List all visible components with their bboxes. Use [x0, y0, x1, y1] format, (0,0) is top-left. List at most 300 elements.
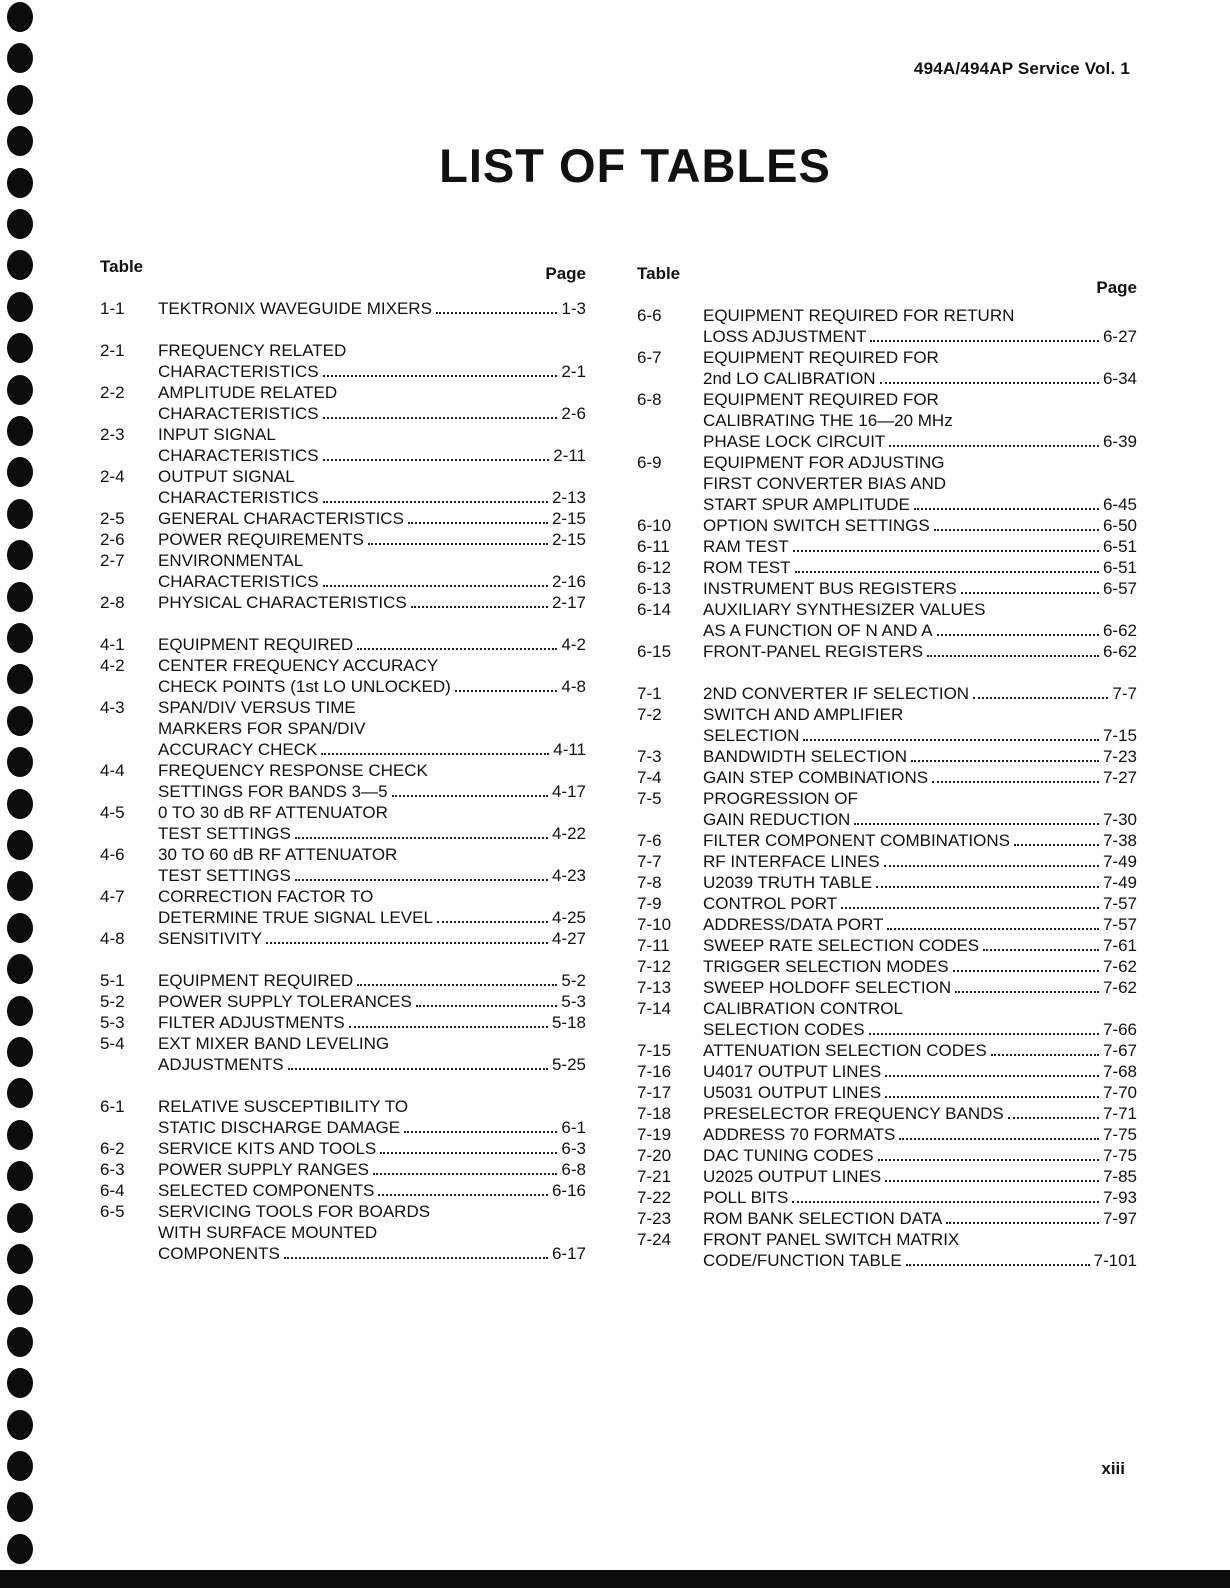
leader-row — [703, 641, 1137, 662]
table-title-line: PHYSICAL CHARACTERISTICS — [158, 593, 407, 612]
table-number: 7-2 — [637, 705, 662, 724]
dot-leader — [934, 517, 1099, 531]
leader-row — [703, 1250, 1137, 1271]
page-column-label: Page — [545, 264, 586, 283]
table-title-line: SELECTION — [703, 726, 800, 745]
binding-hole — [7, 2, 33, 32]
page-reference: 6-57 — [1102, 579, 1137, 598]
binding-hole — [7, 1285, 33, 1315]
dot-leader — [404, 1119, 557, 1133]
dot-leader — [1014, 832, 1099, 846]
toc-entry — [100, 550, 586, 592]
toc-entry — [637, 872, 1137, 893]
toc-entry — [100, 655, 586, 697]
binding-hole — [7, 582, 33, 612]
toc-column-left — [100, 256, 586, 1264]
toc-entry — [100, 991, 586, 1012]
page-reference: 6-39 — [1102, 432, 1137, 451]
toc-entry — [637, 683, 1137, 704]
table-number: 2-1 — [100, 341, 125, 360]
leader-row — [703, 620, 1137, 641]
table-title-line: CHARACTERISTICS — [158, 488, 319, 507]
page-reference: 7-57 — [1102, 915, 1137, 934]
page-reference: 7-66 — [1102, 1020, 1137, 1039]
table-number: 2-4 — [100, 467, 125, 486]
table-column-label: Table — [100, 257, 144, 276]
binding-hole — [7, 623, 33, 653]
toc-entry — [100, 340, 586, 382]
leader-row — [703, 578, 1137, 599]
table-title-line: SPAN/DIV VERSUS TIME — [158, 698, 356, 717]
leader-row — [703, 809, 1137, 830]
leader-row — [158, 907, 586, 928]
table-title-line: AS A FUNCTION OF N AND A — [703, 621, 933, 640]
binding-hole — [7, 499, 33, 529]
table-title-line: SWEEP HOLDOFF SELECTION — [703, 978, 952, 997]
page-reference: 7-75 — [1102, 1125, 1137, 1144]
page-reference: 7-23 — [1102, 747, 1137, 766]
table-column-label: Table — [637, 264, 681, 283]
dot-leader — [885, 1084, 1099, 1098]
table-title-line: ROM BANK SELECTION DATA — [703, 1209, 943, 1228]
leader-row — [703, 851, 1137, 872]
leader-row — [703, 1019, 1137, 1040]
dot-leader — [803, 727, 1099, 741]
table-number: 2-5 — [100, 509, 125, 528]
dot-leader — [357, 972, 557, 986]
page-reference: 6-27 — [1102, 327, 1137, 346]
page-reference: 6-16 — [551, 1181, 586, 1200]
dot-leader — [436, 300, 558, 314]
toc-entry — [100, 802, 586, 844]
page-reference: 4-27 — [551, 929, 586, 948]
table-title-line: U5031 OUTPUT LINES — [703, 1083, 882, 1102]
toc-entry — [637, 641, 1137, 662]
binding-hole — [7, 996, 33, 1026]
leader-row — [158, 865, 586, 886]
binding-hole — [7, 85, 33, 115]
leader-row — [158, 634, 586, 655]
dot-leader — [392, 783, 548, 797]
table-number: 7-21 — [637, 1167, 672, 1186]
table-title-line: SELECTION CODES — [703, 1020, 865, 1039]
table-title-line: 30 TO 60 dB RF ATTENUATOR — [158, 845, 398, 864]
binding-hole — [7, 1161, 33, 1191]
table-title-line: 0 TO 30 dB RF ATTENUATOR — [158, 803, 388, 822]
toc-entry — [637, 914, 1137, 935]
dot-leader — [455, 678, 558, 692]
page-reference: 6-62 — [1102, 642, 1137, 661]
toc-entry — [637, 1145, 1137, 1166]
toc-entry — [637, 788, 1137, 830]
dot-leader — [321, 741, 549, 755]
page-reference: 7-93 — [1102, 1188, 1137, 1207]
toc-entry — [637, 1040, 1137, 1061]
table-number: 6-13 — [637, 579, 672, 598]
table-number: 7-23 — [637, 1209, 672, 1228]
table-title-line: GAIN REDUCTION — [703, 810, 851, 829]
table-title-line: U4017 OUTPUT LINES — [703, 1062, 882, 1081]
dot-leader — [795, 559, 1099, 573]
dot-leader — [1008, 1105, 1099, 1119]
dot-leader — [927, 643, 1099, 657]
toc-entry — [100, 970, 586, 991]
toc-entry — [100, 1159, 586, 1180]
table-title-line: COMPONENTS — [158, 1244, 280, 1263]
table-title-line: POWER REQUIREMENTS — [158, 530, 364, 549]
page-reference: 6-17 — [551, 1244, 586, 1263]
binding-hole — [7, 1327, 33, 1357]
table-title-line: TEST SETTINGS — [158, 824, 291, 843]
dot-leader — [953, 958, 1099, 972]
binding-hole — [7, 1078, 33, 1108]
dot-leader — [991, 1042, 1099, 1056]
page-reference: 4-25 — [551, 908, 586, 927]
binding-hole — [7, 209, 33, 239]
binding-hole — [7, 1492, 33, 1522]
page-reference: 7-68 — [1102, 1062, 1137, 1081]
leader-row — [703, 830, 1137, 851]
table-number: 6-6 — [637, 306, 662, 325]
table-number: 4-6 — [100, 845, 125, 864]
table-title-line: AMPLITUDE RELATED — [158, 383, 338, 402]
leader-row — [703, 746, 1137, 767]
table-title-line: SETTINGS FOR BANDS 3—5 — [158, 782, 388, 801]
table-title-line: EXT MIXER BAND LEVELING — [158, 1034, 390, 1053]
table-title-line: CHARACTERISTICS — [158, 404, 319, 423]
table-number: 7-24 — [637, 1230, 672, 1249]
dot-leader — [841, 895, 1099, 909]
leader-row — [158, 676, 586, 697]
leader-row — [158, 1243, 586, 1264]
running-head: 494A/494AP Service Vol. 1 — [913, 59, 1130, 78]
toc-entry — [637, 998, 1137, 1040]
table-number: 7-11 — [637, 936, 670, 955]
dot-leader — [899, 1126, 1099, 1140]
table-number: 4-4 — [100, 761, 125, 780]
leader-row — [703, 326, 1137, 347]
binding-hole — [7, 830, 33, 860]
toc-entry — [637, 1208, 1137, 1229]
page-reference: 1-3 — [561, 299, 586, 318]
dot-leader — [885, 1168, 1099, 1182]
table-number: 6-12 — [637, 558, 672, 577]
dot-leader — [906, 1252, 1090, 1266]
page-reference: 6-8 — [561, 1160, 586, 1179]
toc-entry — [100, 1096, 586, 1138]
dot-leader — [288, 1056, 548, 1070]
table-title-line: OPTION SWITCH SETTINGS — [703, 516, 930, 535]
toc-entry — [100, 424, 586, 466]
table-title-line: PRESELECTOR FREQUENCY BANDS — [703, 1104, 1004, 1123]
dot-leader — [932, 769, 1099, 783]
page-title: LIST OF TABLES — [439, 139, 831, 192]
table-title-line: INSTRUMENT BUS REGISTERS — [703, 579, 957, 598]
table-title-line: ADJUSTMENTS — [158, 1055, 284, 1074]
table-title-line: EQUIPMENT REQUIRED FOR — [703, 390, 939, 409]
table-title-line: EQUIPMENT REQUIRED FOR RETURN — [703, 306, 1015, 325]
page-reference: 7-61 — [1102, 936, 1137, 955]
table-title-line: DETERMINE TRUE SIGNAL LEVEL — [158, 908, 433, 927]
toc-entry — [100, 1180, 586, 1201]
binding-hole — [7, 540, 33, 570]
dot-leader — [889, 433, 1099, 447]
binding-hole — [7, 292, 33, 322]
toc-entry — [637, 767, 1137, 788]
table-number: 7-22 — [637, 1188, 672, 1207]
table-number: 5-2 — [100, 992, 125, 1011]
leader-row — [158, 592, 586, 613]
dot-leader — [911, 748, 1099, 762]
dot-leader — [380, 1140, 557, 1154]
page-reference: 5-2 — [561, 971, 586, 990]
leader-row — [703, 1187, 1137, 1208]
leader-row — [158, 403, 586, 424]
table-number: 6-4 — [100, 1181, 125, 1200]
table-number: 7-1 — [637, 684, 662, 703]
toc-entry — [637, 1229, 1137, 1271]
leader-row — [703, 893, 1137, 914]
table-title-line: GAIN STEP COMBINATIONS — [703, 768, 929, 787]
table-number: 6-10 — [637, 516, 672, 535]
table-number: 7-19 — [637, 1125, 672, 1144]
table-title-line: PHASE LOCK CIRCUIT — [703, 432, 886, 451]
leader-row — [158, 1054, 586, 1075]
table-number: 7-16 — [637, 1062, 672, 1081]
table-title-line: 2nd LO CALIBRATION — [703, 369, 876, 388]
table-title-line: INPUT SIGNAL — [158, 425, 276, 444]
table-number: 6-3 — [100, 1160, 125, 1179]
binding-hole — [7, 250, 33, 280]
binding-hole — [7, 871, 33, 901]
dot-leader — [983, 937, 1099, 951]
binding-hole — [7, 747, 33, 777]
binding-hole — [7, 375, 33, 405]
leader-row — [703, 725, 1137, 746]
page-reference: 2-15 — [551, 530, 586, 549]
page-reference: 7-62 — [1102, 957, 1137, 976]
dot-leader — [961, 580, 1099, 594]
table-title-line: RAM TEST — [703, 537, 789, 556]
table-number: 7-18 — [637, 1104, 672, 1123]
leader-row — [703, 494, 1137, 515]
table-title-line: POLL BITS — [703, 1188, 789, 1207]
page-reference: 7-75 — [1102, 1146, 1137, 1165]
leader-row — [158, 298, 586, 319]
table-title-line: AUXILIARY SYNTHESIZER VALUES — [703, 600, 986, 619]
leader-row — [158, 1117, 586, 1138]
dot-leader — [870, 328, 1099, 342]
leader-row — [703, 683, 1137, 704]
binding-hole — [7, 1244, 33, 1274]
leader-row — [703, 1208, 1137, 1229]
toc-entry — [637, 1082, 1137, 1103]
leader-row — [158, 781, 586, 802]
toc-entry — [637, 851, 1137, 872]
toc-entry — [100, 298, 586, 319]
table-title-line: CORRECTION FACTOR TO — [158, 887, 374, 906]
leader-row — [158, 1138, 586, 1159]
page-reference: 4-22 — [551, 824, 586, 843]
page-reference: 7-27 — [1102, 768, 1137, 787]
leader-row — [158, 823, 586, 844]
dot-leader — [323, 405, 558, 419]
binding-hole — [7, 1368, 33, 1398]
table-number: 4-2 — [100, 656, 125, 675]
table-number: 6-7 — [637, 348, 662, 367]
leader-row — [158, 991, 586, 1012]
table-title-line: CONTROL PORT — [703, 894, 838, 913]
table-number: 7-8 — [637, 873, 662, 892]
leader-row — [703, 536, 1137, 557]
dot-leader — [411, 594, 548, 608]
binding-hole — [7, 954, 33, 984]
page-reference: 7-62 — [1102, 978, 1137, 997]
page-bottom-edge — [0, 1570, 1230, 1588]
leader-row — [158, 1012, 586, 1033]
table-title-line: DAC TUNING CODES — [703, 1146, 874, 1165]
page-reference: 2-13 — [551, 488, 586, 507]
toc-entry — [100, 1138, 586, 1159]
spiral-binding-holes — [0, 0, 44, 1588]
table-title-line: LOSS ADJUSTMENT — [703, 327, 867, 346]
table-title-line: RF INTERFACE LINES — [703, 852, 880, 871]
dot-leader — [373, 1161, 557, 1175]
table-number: 2-2 — [100, 383, 125, 402]
leader-row — [158, 508, 586, 529]
dot-leader — [323, 447, 550, 461]
leader-row — [703, 1061, 1137, 1082]
table-title-line: SWITCH AND AMPLIFIER — [703, 705, 904, 724]
dot-leader — [408, 510, 548, 524]
toc-entry — [637, 389, 1137, 452]
table-title-line: POWER SUPPLY TOLERANCES — [158, 992, 412, 1011]
table-title-line: ROM TEST — [703, 558, 791, 577]
table-number: 7-12 — [637, 957, 672, 976]
leader-row — [158, 1159, 586, 1180]
toc-entry — [637, 1166, 1137, 1187]
table-title-line: EQUIPMENT REQUIRED — [158, 635, 354, 654]
page-column-label: Page — [1096, 278, 1137, 297]
dot-leader — [973, 685, 1108, 699]
table-number: 7-17 — [637, 1083, 672, 1102]
table-number: 6-11 — [637, 537, 670, 556]
table-number: 6-9 — [637, 453, 662, 472]
binding-hole — [7, 333, 33, 363]
table-number: 7-4 — [637, 768, 662, 787]
dot-leader — [955, 979, 1099, 993]
table-title-line: SENSITIVITY — [158, 929, 262, 948]
leader-row — [703, 1082, 1137, 1103]
table-title-line: FILTER ADJUSTMENTS — [158, 1013, 345, 1032]
toc-entry — [637, 557, 1137, 578]
toc-entry — [637, 305, 1137, 347]
page-reference: 7-49 — [1102, 873, 1137, 892]
dot-leader — [437, 909, 548, 923]
table-title-line: EQUIPMENT REQUIRED FOR — [703, 348, 939, 367]
table-number: 7-10 — [637, 915, 672, 934]
toc-entry — [637, 1124, 1137, 1145]
page-reference: 2-15 — [551, 509, 586, 528]
page-reference: 7-97 — [1102, 1209, 1137, 1228]
table-title-line: CHARACTERISTICS — [158, 572, 319, 591]
leader-row — [703, 431, 1137, 452]
page-reference: 7-85 — [1102, 1167, 1137, 1186]
dot-leader — [284, 1245, 548, 1259]
leader-row — [158, 529, 586, 550]
toc-entry — [100, 844, 586, 886]
table-number: 4-3 — [100, 698, 125, 717]
toc-entry — [637, 1061, 1137, 1082]
leader-row — [703, 1145, 1137, 1166]
binding-hole — [7, 789, 33, 819]
page-reference: 5-18 — [551, 1013, 586, 1032]
leader-row — [158, 487, 586, 508]
table-title-line: RELATIVE SUSCEPTIBILITY TO — [158, 1097, 409, 1116]
leader-row — [703, 557, 1137, 578]
table-number: 2-6 — [100, 530, 125, 549]
toc-entry — [637, 536, 1137, 557]
binding-hole — [7, 1037, 33, 1067]
toc-entry — [637, 1187, 1137, 1208]
binding-hole — [7, 1203, 33, 1233]
leader-row — [158, 571, 586, 592]
page-reference: 6-1 — [561, 1118, 586, 1137]
table-title-line: CODE/FUNCTION TABLE — [703, 1251, 902, 1270]
page-reference: 2-17 — [551, 593, 586, 612]
binding-hole — [7, 664, 33, 694]
page-reference: 4-8 — [561, 677, 586, 696]
leader-row — [703, 1166, 1137, 1187]
table-number: 6-8 — [637, 390, 662, 409]
toc-entry — [637, 977, 1137, 998]
page-reference: 7-67 — [1102, 1041, 1137, 1060]
dot-leader — [266, 930, 548, 944]
table-title-line: SELECTED COMPONENTS — [158, 1181, 375, 1200]
table-number: 7-5 — [637, 789, 662, 808]
page-reference: 2-11 — [553, 446, 586, 465]
page-reference: 7-101 — [1093, 1251, 1137, 1270]
leader-row — [703, 977, 1137, 998]
leader-row — [158, 1180, 586, 1201]
toc-entry — [100, 592, 586, 613]
toc-entry — [100, 529, 586, 550]
dot-leader — [914, 496, 1099, 510]
dot-leader — [854, 811, 1099, 825]
dot-leader — [357, 636, 557, 650]
table-number: 7-7 — [637, 852, 662, 871]
table-title-line: TEKTRONIX WAVEGUIDE MIXERS — [158, 299, 432, 318]
page-reference: 7-70 — [1102, 1083, 1137, 1102]
table-title-line: ADDRESS 70 FORMATS — [703, 1125, 896, 1144]
table-number: 7-13 — [637, 978, 672, 997]
page-reference: 7-71 — [1102, 1104, 1137, 1123]
table-title-line: ATTENUATION SELECTION CODES — [703, 1041, 987, 1060]
page-reference: 6-3 — [561, 1139, 586, 1158]
leader-row — [703, 914, 1137, 935]
dot-leader — [368, 531, 548, 545]
dot-leader — [878, 1147, 1099, 1161]
dot-leader — [937, 622, 1099, 636]
table-number: 5-3 — [100, 1013, 125, 1032]
toc-entry — [100, 886, 586, 928]
table-title-line: START SPUR AMPLITUDE — [703, 495, 910, 514]
toc-entry — [637, 746, 1137, 767]
dot-leader — [884, 853, 1099, 867]
table-number: 5-4 — [100, 1034, 125, 1053]
page-reference: 2-6 — [561, 404, 586, 423]
page-reference: 6-45 — [1102, 495, 1137, 514]
